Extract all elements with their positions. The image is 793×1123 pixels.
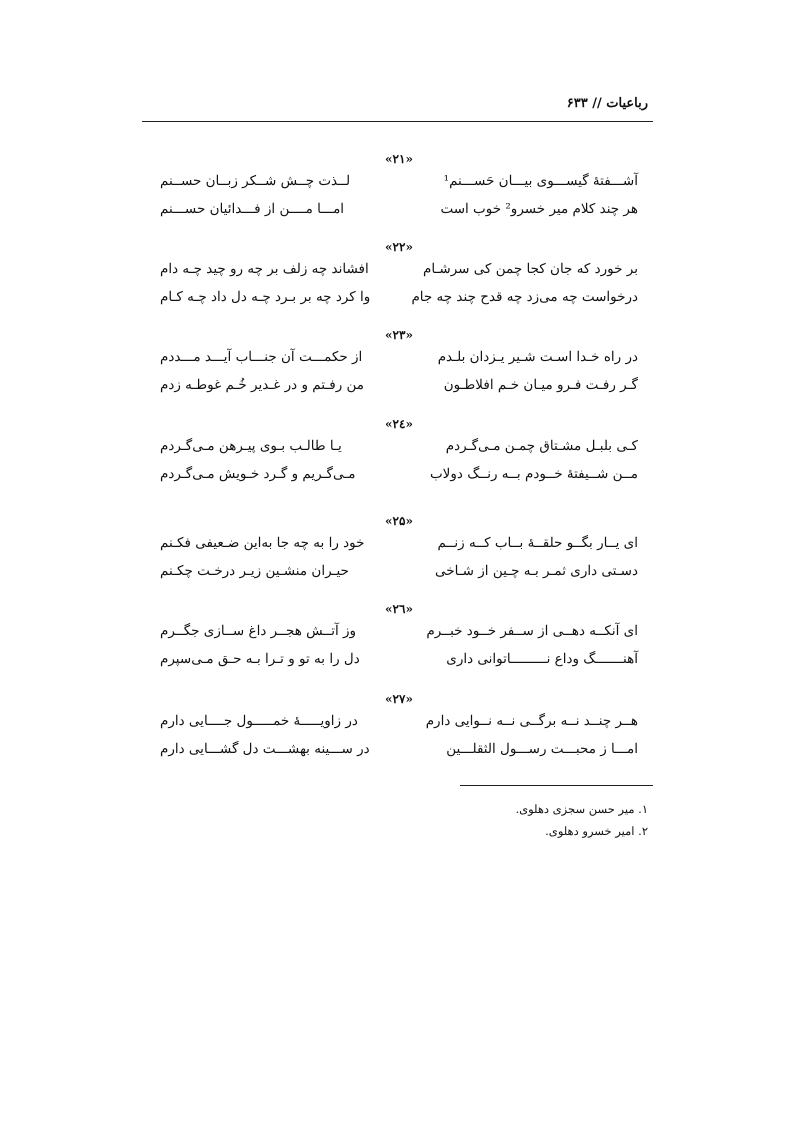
- hemistich-second: مـی‌گـریم و گـرد خـویش مـی‌گـردم: [160, 466, 356, 482]
- quatrain-22: [160, 239, 638, 311]
- footnote-2: ۲. امیر خسرو دهلوی.: [545, 824, 648, 838]
- quatrain-number: «۲۲»: [385, 240, 413, 254]
- hemistich-second: من رفـتم و در غـدیر خُـم غوطـه زدم: [160, 377, 365, 393]
- hemistich-second: در زاویـــــهٔ خمـــــول جــــایی دارم: [160, 713, 358, 729]
- quatrain-number: «۲٤»: [385, 417, 413, 431]
- hemistich-first: ای یــار بگــو حلقــهٔ بــاب کــه زنــم: [437, 535, 638, 551]
- hemistich-second: از حکمـــت آن جنـــاب آیـــد مـــددم: [160, 349, 363, 365]
- verse-line: [160, 735, 638, 763]
- hemistich-second: خود را به چه جا به‌این ضـعیفی فکـنم: [160, 535, 365, 551]
- footnotes: [515, 798, 648, 842]
- hemistich-first: کـی بلبـل مشـتاق چمـن مـی‌گـردم: [445, 438, 638, 454]
- verse-line: [160, 460, 638, 488]
- verse-line: [160, 371, 638, 399]
- hemistich-first: دسـتی داری ثمـر بـه چـین از شـاخی: [434, 563, 638, 579]
- verse-line: [160, 557, 638, 585]
- hemistich-second: وز آتــش هجــر داغ ســازی جگــرم: [160, 623, 357, 639]
- verse-line: [160, 283, 638, 311]
- verse-line: [160, 432, 638, 460]
- hemistich-first: در راه خـدا اسـت شـیر یـزدان بلـدم: [437, 349, 638, 365]
- verse-line: [160, 707, 638, 735]
- hemistich-first: هــر چنــد نــه برگــی نــه نــوایی دارم: [425, 713, 638, 729]
- hemistich-first: آشـــفتهٔ گیســـوی بیـــان حَســـنم¹: [443, 173, 638, 189]
- hemistich-first: امـــا ز محبـــت رســـول الثقلـــین: [446, 741, 638, 757]
- footnote-rule: [460, 785, 653, 786]
- quatrain-25: [160, 513, 638, 585]
- quatrain-number: «۲۷»: [385, 692, 413, 706]
- hemistich-second: یـا طالـب بـوی پیـرهن مـی‌گـردم: [160, 438, 342, 454]
- hemistich-first: بر خورد که جان کجا چمن کی سرشـام: [423, 261, 638, 277]
- running-head: رباعیات // ۶۳۳: [566, 96, 648, 111]
- verse-line: [160, 617, 638, 645]
- footnote-1: ۱. میر حسن سجزی دهلوی.: [515, 802, 648, 816]
- hemistich-first: ای آنکــه دهــی از ســفر خــود خبــرم: [426, 623, 638, 639]
- quatrain-24: [160, 416, 638, 488]
- hemistich-first: هر چند کلام میر خسرو² خوب است: [440, 201, 638, 217]
- hemistich-second: وا کرد چه بر بـرد چـه دل داد چـه کـام: [160, 289, 371, 305]
- quatrain-27: [160, 691, 638, 763]
- header-rule: [142, 121, 653, 122]
- quatrain-number: «۲۱»: [385, 152, 413, 166]
- verse-line: [160, 255, 638, 283]
- quatrain-23: [160, 327, 638, 399]
- hemistich-first: مــن شــیفتهٔ خــودم بــه رنــگ دولاب: [429, 466, 638, 482]
- hemistich-second: در ســـینه بهشـــت دل گشـــایی دارم: [160, 741, 370, 757]
- hemistich-first: درخواست چه می‌زد چه قدح چند چه جام: [411, 289, 638, 305]
- quatrain-21: [160, 151, 638, 223]
- quatrain-number: «۲۳»: [385, 328, 413, 342]
- verse-line: [160, 343, 638, 371]
- hemistich-second: لــذت چــش شــکر زبــان حســنم: [160, 173, 351, 189]
- hemistich-second: امـــا مــــن از فـــدائیان حســـنم: [160, 201, 345, 217]
- verse-line: [160, 167, 638, 195]
- quatrain-number: «۲۵»: [385, 514, 413, 528]
- verse-line: [160, 645, 638, 673]
- hemistich-second: دل را به تو و تـرا بـه حـق مـی‌سپرم: [160, 651, 360, 667]
- hemistich-first: گـر رفـت فـرو میـان خـم افلاطـون: [443, 377, 638, 393]
- quatrain-number: «۲٦»: [385, 602, 413, 616]
- hemistich-first: آهنـــــــگ وداع نـــــــــاتوانی داری: [446, 651, 638, 667]
- hemistich-second: افشاند چه زلف بر چه رو چید چـه دام: [160, 261, 369, 277]
- quatrain-26: [160, 601, 638, 673]
- hemistich-second: حیـران منشـین زیـر درخـت چکـنم: [160, 563, 349, 579]
- verse-line: [160, 529, 638, 557]
- verse-line: [160, 195, 638, 223]
